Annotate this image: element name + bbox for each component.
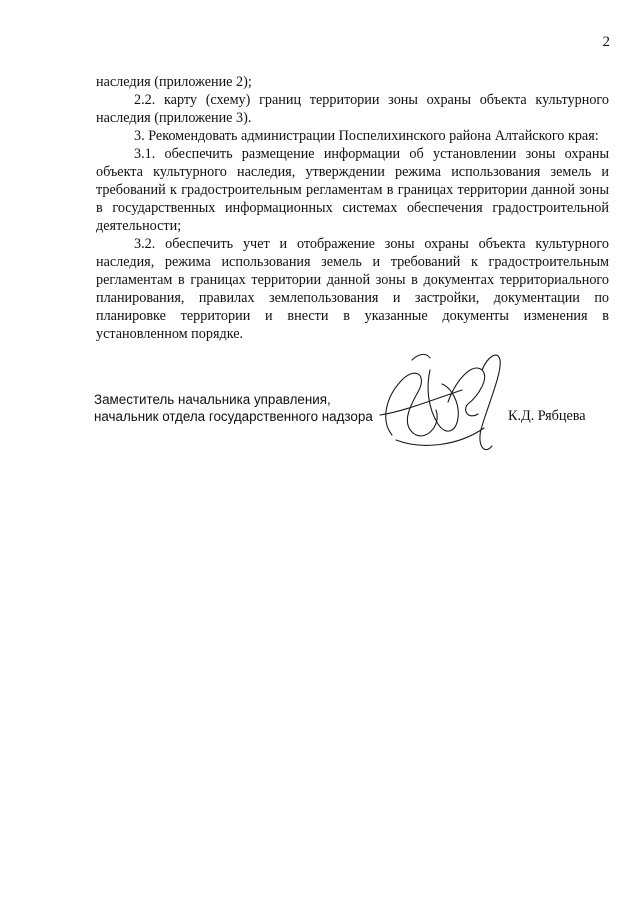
signer-position-line-1: Заместитель начальника управления, [94, 392, 331, 407]
paragraph-continuation: наследия (приложение 2); [96, 74, 252, 90]
signer-position-line-2: начальник отдела государственного надзора [94, 409, 373, 424]
page-number: 2 [602, 34, 610, 50]
paragraph-3: 3. Рекомендовать администрации Поспелихинского района Алтайского края: [134, 128, 599, 144]
paragraph-3-2: 3.2. обеспечить учет и отображение зоны охраны объекта культурного наследия, режима использования земель и требований к градостроительным регламентам в границах территории данной зоны в документах территориального планирования, правилах землепользования и застройки, документации по планировке территории и внести в указанные документы изменения в установленном порядке. [96, 236, 609, 342]
paragraph-2-2: 2.2. карту (схему) границ территории зоны охраны объекта культурного наследия (приложение 3). [96, 92, 609, 126]
document-body [96, 73, 609, 343]
signer-name: К.Д. Рябцева [508, 408, 586, 424]
handwritten-signature-icon [372, 340, 512, 465]
paragraph-3-1: 3.1. обеспечить размещение информации об установлении зоны охраны объекта культурного наследия, утверждении режима использования земель и требований к градостроительным регламентам в границах территории данной зоны в государственных информационных системах обеспечения градостроительной деятельности; [96, 146, 609, 234]
signature-block [94, 388, 614, 468]
